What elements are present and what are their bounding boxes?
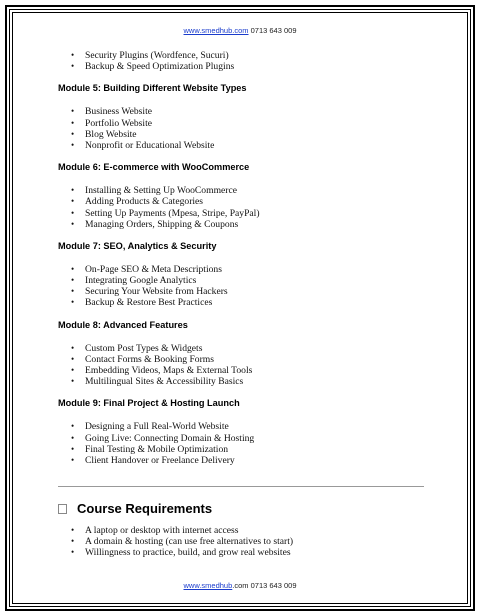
list-item: • Backup & Speed Optimization Plugins <box>58 61 428 72</box>
footer-website-link[interactable]: www.smedhub <box>183 581 233 590</box>
module-8-list <box>58 343 428 388</box>
module-9-title: Module 9: Final Project & Hosting Launch <box>58 398 240 409</box>
module-5-list <box>58 106 428 151</box>
list-item: • Final Testing & Mobile Optimization <box>58 444 428 455</box>
footer-contact: .com 0713 643 009 <box>232 581 297 590</box>
list-item: • Nonprofit or Educational Website <box>58 140 428 151</box>
module-7-title: Module 7: SEO, Analytics & Security <box>58 240 217 251</box>
module-7-list <box>58 264 428 309</box>
list-item: • Setting Up Payments (Mpesa, Stripe, PayPal) <box>58 208 428 219</box>
list-item: • A domain & hosting (can use free alternatives to start) <box>58 536 428 547</box>
list-item: • On-Page SEO & Meta Descriptions <box>58 264 428 275</box>
list-item: • Managing Orders, Shipping & Coupons <box>58 219 428 230</box>
requirements-heading <box>58 500 212 518</box>
page-footer <box>0 581 480 590</box>
module-9-list <box>58 421 428 466</box>
list-item: • Adding Products & Categories <box>58 196 428 207</box>
requirements-heading-text: Course Requirements <box>77 501 213 516</box>
list-item: • Going Live: Connecting Domain & Hosting <box>58 433 428 444</box>
list-item: • Security Plugins (Wordfence, Sucuri) <box>58 50 428 61</box>
list-item: • A laptop or desktop with internet access <box>58 525 428 536</box>
header-website-link[interactable]: www.smedhub.com <box>183 26 249 35</box>
list-item: • Client Handover or Freelance Delivery <box>58 455 428 466</box>
list-item: • Contact Forms & Booking Forms <box>58 354 428 365</box>
requirements-section <box>58 525 428 559</box>
module-6-list <box>58 185 428 230</box>
list-item: • Securing Your Website from Hackers <box>58 286 428 297</box>
list-item: • Integrating Google Analytics <box>58 275 428 286</box>
requirements-list <box>58 525 428 559</box>
list-item: • Embedding Videos, Maps & External Tools <box>58 365 428 376</box>
checkbox-icon <box>58 504 67 514</box>
module-5-title: Module 5: Building Different Website Types <box>58 83 247 94</box>
list-item: • Multilingual Sites & Accessibility Basics <box>58 376 428 387</box>
list-item: • Willingness to practice, build, and grow real websites <box>58 547 428 558</box>
list-item: • Business Website <box>58 106 428 117</box>
list-item: • Custom Post Types & Widgets <box>58 343 428 354</box>
intro-list <box>58 50 428 72</box>
list-item: • Blog Website <box>58 129 428 140</box>
section-divider <box>58 486 424 487</box>
list-item: • Backup & Restore Best Practices <box>58 297 428 308</box>
course-outline <box>58 50 428 466</box>
page-header <box>0 26 480 35</box>
list-item: • Installing & Setting Up WooCommerce <box>58 185 428 196</box>
list-item: • Portfolio Website <box>58 118 428 129</box>
list-item: • Designing a Full Real-World Website <box>58 421 428 432</box>
module-6-title: Module 6: E-commerce with WooCommerce <box>58 162 250 173</box>
header-phone: 0713 643 009 <box>248 26 297 35</box>
module-8-title: Module 8: Advanced Features <box>58 319 188 330</box>
